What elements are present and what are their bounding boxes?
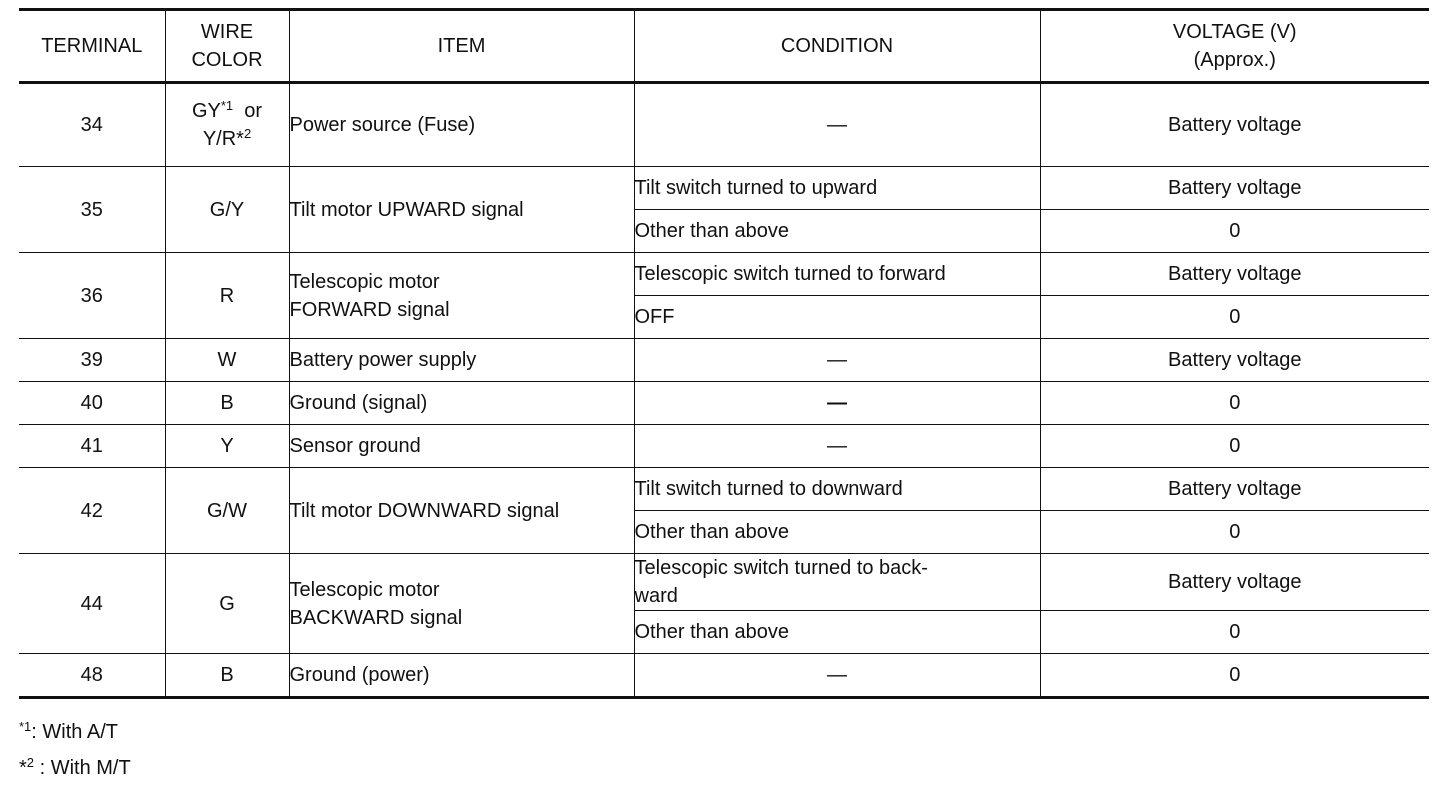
- condition-cell: OFF: [634, 296, 1040, 339]
- terminal-spec-table: [19, 8, 1429, 699]
- wire-color-cell: B: [165, 382, 289, 425]
- wire-color-cell: Y: [165, 425, 289, 468]
- voltage-cell: 0: [1040, 425, 1429, 468]
- condition-cell: Other than above: [634, 210, 1040, 253]
- wire-color-cell: R: [165, 253, 289, 339]
- wire-color-cell: GY$^{*1}$ or Y/R*$^2$: [165, 83, 289, 167]
- item-cell: Power source (Fuse): [289, 83, 634, 167]
- table-row: [19, 382, 1429, 425]
- terminal-cell: 35: [19, 167, 165, 253]
- table-row: [19, 425, 1429, 468]
- wire-color-cell: G/W: [165, 468, 289, 554]
- voltage-cell: 0: [1040, 611, 1429, 654]
- terminal-cell: 41: [19, 425, 165, 468]
- voltage-cell: Battery voltage: [1040, 253, 1429, 296]
- terminal-cell: 36: [19, 253, 165, 339]
- item-cell: Tilt motor DOWNWARD signal: [289, 468, 634, 554]
- condition-cell: Other than above: [634, 611, 1040, 654]
- header-condition: CONDITION: [634, 10, 1040, 83]
- condition-cell: Telescopic switch turned to back- ward: [634, 554, 1040, 611]
- item-cell: Telescopic motor FORWARD signal: [289, 253, 634, 339]
- header-wire-color: WIRE COLOR: [165, 10, 289, 83]
- voltage-cell: Battery voltage: [1040, 167, 1429, 210]
- condition-cell: —: [634, 382, 1040, 425]
- terminal-cell: 39: [19, 339, 165, 382]
- terminal-cell: 34: [19, 83, 165, 167]
- header-item: ITEM: [289, 10, 634, 83]
- wire-color-cell: B: [165, 654, 289, 698]
- table-row: [19, 253, 1429, 296]
- item-cell: Battery power supply: [289, 339, 634, 382]
- footnotes: [19, 720, 131, 792]
- voltage-cell: 0: [1040, 210, 1429, 253]
- voltage-cell: 0: [1040, 511, 1429, 554]
- table-row: [19, 339, 1429, 382]
- table-row: [19, 654, 1429, 698]
- condition-cell: Telescopic switch turned to forward: [634, 253, 1040, 296]
- voltage-cell: Battery voltage: [1040, 554, 1429, 611]
- header-voltage: VOLTAGE (V) (Approx.): [1040, 10, 1429, 83]
- wire-color-cell: G: [165, 554, 289, 654]
- voltage-cell: 0: [1040, 654, 1429, 698]
- voltage-cell: Battery voltage: [1040, 83, 1429, 167]
- item-cell: Ground (signal): [289, 382, 634, 425]
- header-terminal: TERMINAL: [19, 10, 165, 83]
- table-row: [19, 167, 1429, 210]
- wire-color-cell: W: [165, 339, 289, 382]
- condition-cell: —: [634, 339, 1040, 382]
- condition-cell: Other than above: [634, 511, 1040, 554]
- wire-color-cell: G/Y: [165, 167, 289, 253]
- voltage-cell: Battery voltage: [1040, 339, 1429, 382]
- condition-cell: Tilt switch turned to downward: [634, 468, 1040, 511]
- table-row: [19, 83, 1429, 167]
- header-row: [19, 10, 1429, 83]
- table-row: [19, 554, 1429, 611]
- condition-cell: Tilt switch turned to upward: [634, 167, 1040, 210]
- table-row: [19, 468, 1429, 511]
- footnote-2: *$^2$ : With M/T: [19, 755, 131, 779]
- voltage-cell: Battery voltage: [1040, 468, 1429, 511]
- footnote-1: $^{*1}$: With A/T: [19, 719, 118, 743]
- terminal-cell: 48: [19, 654, 165, 698]
- terminal-cell: 44: [19, 554, 165, 654]
- voltage-cell: 0: [1040, 382, 1429, 425]
- item-cell: Ground (power): [289, 654, 634, 698]
- terminal-cell: 40: [19, 382, 165, 425]
- terminal-cell: 42: [19, 468, 165, 554]
- item-cell: Sensor ground: [289, 425, 634, 468]
- item-cell: Tilt motor UPWARD signal: [289, 167, 634, 253]
- condition-cell: —: [634, 654, 1040, 698]
- condition-cell: —: [634, 83, 1040, 167]
- item-cell: Telescopic motor BACKWARD signal: [289, 554, 634, 654]
- condition-cell: —: [634, 425, 1040, 468]
- voltage-cell: 0: [1040, 296, 1429, 339]
